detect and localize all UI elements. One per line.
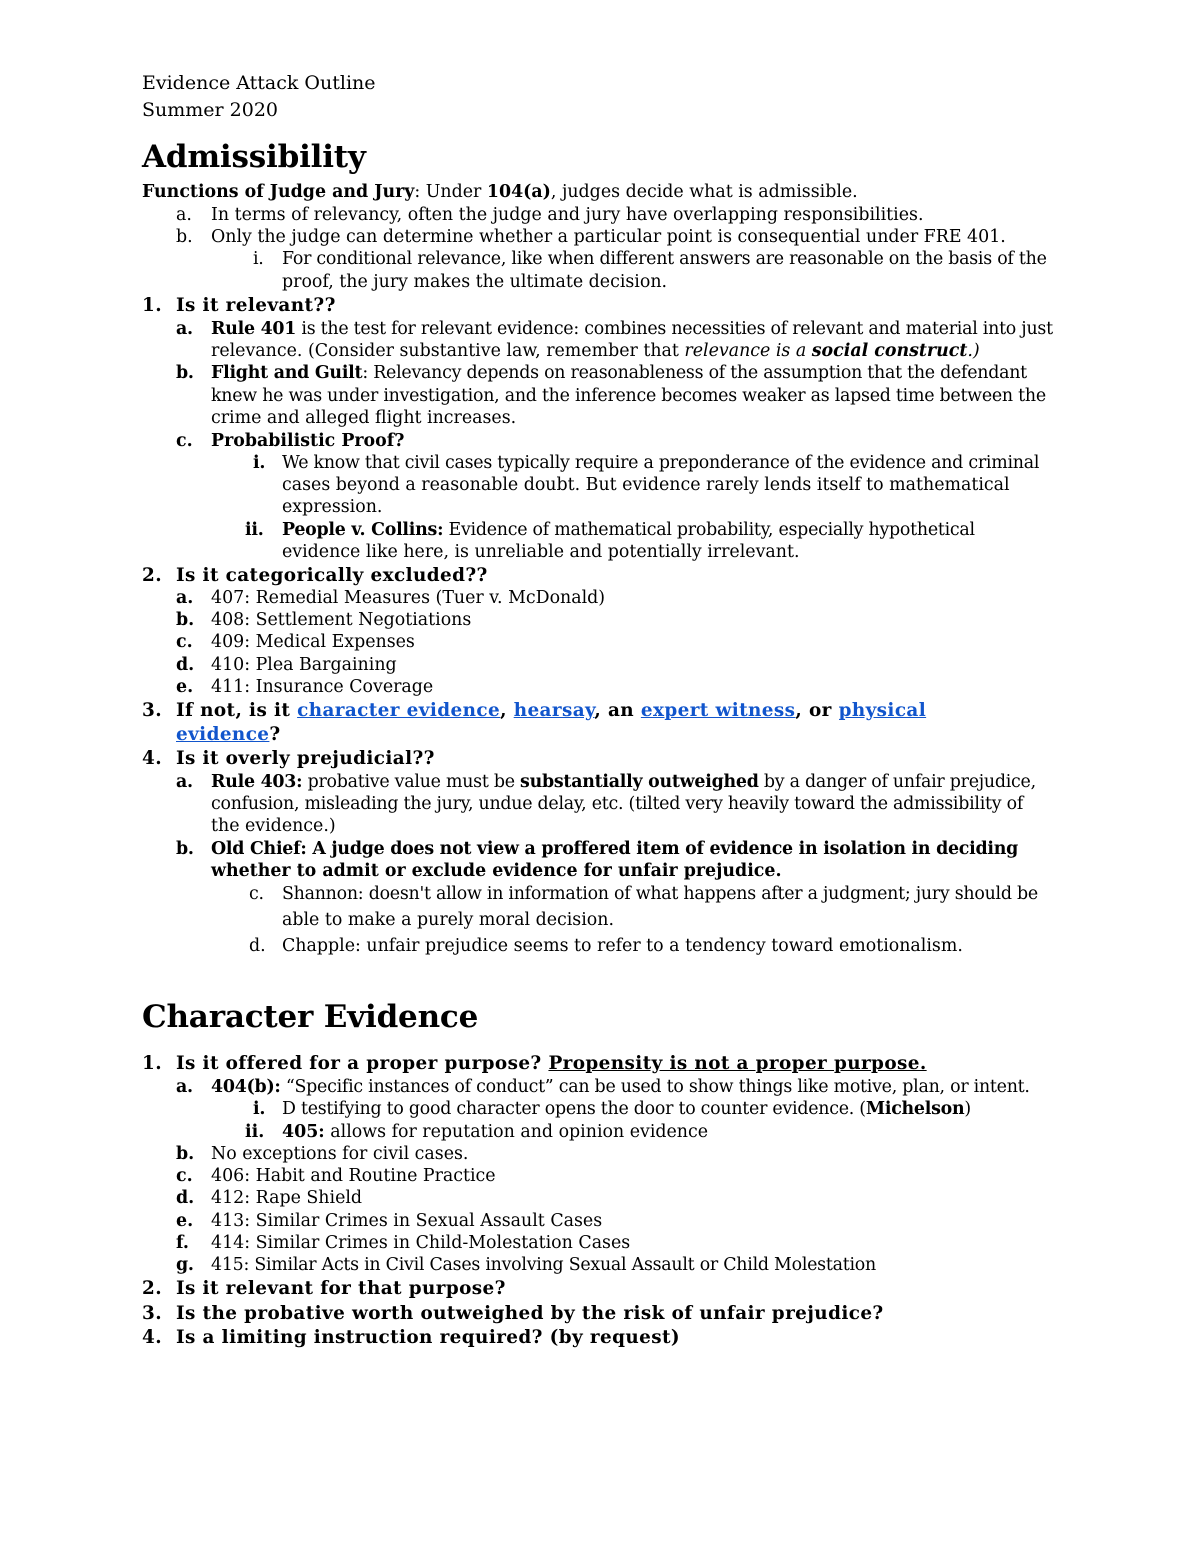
michelson-end: ) <box>964 1099 971 1119</box>
list-marker: f. <box>176 1233 189 1253</box>
rule-404b-label: 404(b): <box>211 1077 281 1097</box>
list-text: 411: Insurance Coverage <box>211 677 434 697</box>
separator: , or <box>795 700 839 721</box>
question-text: Is it categorically excluded?? <box>176 565 488 586</box>
list-marker: ii. <box>245 520 264 540</box>
list-marker: c. <box>176 1166 193 1186</box>
list-marker: 4. <box>142 1327 162 1348</box>
list-text: 412: Rape Shield <box>211 1188 363 1208</box>
functions-label: Functions of Judge and Jury <box>142 182 415 202</box>
list-text: 409: Medical Expenses <box>211 632 415 652</box>
list-text: In terms of relevancy, often the judge and jury have overlapping responsibilities. <box>211 205 924 225</box>
list-marker: b. <box>176 1144 195 1164</box>
list-text: the evidence.) <box>211 816 336 836</box>
list-text: For conditional relevance, like when different answers are reasonable on the basis of the <box>282 249 1047 269</box>
list-text: proof, the jury makes the ultimate decision. <box>282 272 668 292</box>
question-text: Is the probative worth outweighed by the risk of unfair prejudice? <box>176 1303 884 1324</box>
list-text: We know that civil cases typically require a preponderance of the evidence and criminal <box>282 453 1040 473</box>
list-text <box>211 1079 1030 1096</box>
list-marker: 4. <box>142 748 162 769</box>
list-text: 407: Remedial Measures (Tuer v. McDonald) <box>211 588 606 608</box>
flight-guilt-label: Flight and Guilt <box>211 363 363 383</box>
question-label: Is it offered for a proper purpose? <box>176 1053 542 1074</box>
flight-guilt-text: : Relevancy depends on reasonableness of the assumption that the defendant <box>362 363 1027 383</box>
list-text: Only the judge can determine whether a particular point is consequential under FRE 401. <box>211 227 1006 247</box>
list-text: No exceptions for civil cases. <box>211 1144 469 1164</box>
list-text: able to make a purely moral decision. <box>282 910 614 930</box>
list-marker: ii. <box>245 1122 265 1142</box>
social-construct-emphasis: social construct <box>811 341 968 361</box>
list-text <box>211 774 1036 791</box>
list-marker: 1. <box>142 295 162 316</box>
list-marker: a. <box>176 588 194 608</box>
list-marker: a. <box>176 772 193 792</box>
question-prefix: If not, is it <box>176 700 298 721</box>
functions-rule: 104(a) <box>486 182 551 202</box>
list-text: Old Chief: A judge does not view a proffered item of evidence in isolation in deciding <box>211 839 1019 859</box>
question-text: Is it relevant for that purpose? <box>176 1278 506 1299</box>
list-marker: i. <box>253 453 266 473</box>
list-text: knew he was under investigation, and the inference becomes weaker as lapsed time between the <box>211 386 1046 406</box>
list-marker: a. <box>176 205 192 225</box>
list-marker: 1. <box>142 1053 162 1074</box>
document-term: Summer 2020 <box>142 99 279 121</box>
list-text: 413: Similar Crimes in Sexual Assault Cases <box>211 1211 603 1231</box>
list-marker: i. <box>253 249 264 269</box>
document-title: Evidence Attack Outline <box>142 72 376 94</box>
michelson-text: D testifying to good character opens the door to counter evidence. ( <box>282 1099 866 1119</box>
list-text: 414: Similar Crimes in Child-Molestation Cases <box>211 1233 631 1253</box>
functions-text <box>142 184 858 201</box>
probabilistic-proof-label: Probabilistic Proof? <box>211 431 405 451</box>
question-text: Is it relevant?? <box>176 295 336 316</box>
rule-405-label: 405: <box>282 1122 325 1142</box>
physical-evidence-link[interactable]: physical <box>838 700 927 721</box>
list-marker: a. <box>176 1077 193 1097</box>
list-marker: 3. <box>142 700 162 721</box>
list-marker: d. <box>176 655 195 675</box>
separator: , <box>500 700 514 721</box>
propensity-note: Propensity is not a proper purpose. <box>548 1053 927 1074</box>
list-marker: c. <box>176 431 193 451</box>
rule-403-text-b: by a danger of unfair prejudice, <box>758 772 1036 792</box>
list-marker: b. <box>176 839 194 859</box>
list-text: 406: Habit and Routine Practice <box>211 1166 496 1186</box>
question-suffix: ? <box>269 724 281 745</box>
list-text <box>282 1124 708 1141</box>
list-text: Chapple: unfair prejudice seems to refer to a tendency toward emotionalism. <box>282 936 963 956</box>
list-text <box>282 522 975 539</box>
question-text: Is a limiting instruction required? (by request) <box>176 1327 680 1348</box>
list-text: crime and alleged flight increases. <box>211 408 517 428</box>
list-marker: d. <box>176 1188 195 1208</box>
list-marker: b. <box>176 363 194 383</box>
collins-label: People v. Collins: <box>282 520 444 540</box>
rule-401-text-2: relevance. (Consider substantive law, remember that <box>211 341 685 361</box>
physical-evidence-link-2[interactable]: evidence <box>176 724 270 745</box>
list-marker: a. <box>176 319 193 339</box>
list-marker: 3. <box>142 1303 162 1324</box>
rule-401-label: Rule 401 <box>211 319 297 339</box>
list-marker: 2. <box>142 1278 162 1299</box>
list-marker: i. <box>253 1099 266 1119</box>
list-marker: e. <box>176 1211 194 1231</box>
rule-403-label: Rule 403: <box>211 772 303 792</box>
list-text: confusion, misleading the jury, undue delay, etc. (tilted very heavily toward the admissibility of <box>211 794 1024 814</box>
list-text: whether to admit or exclude evidence for unfair prejudice. <box>211 861 782 881</box>
list-marker: b. <box>176 610 195 630</box>
heading-character-evidence: Character Evidence <box>142 999 479 1035</box>
heading-admissibility: Admissibility <box>142 139 366 175</box>
relevance-emphasis: relevance is a <box>684 341 812 361</box>
collins-text: Evidence of mathematical probability, especially hypothetical <box>443 520 975 540</box>
list-marker: c. <box>249 884 264 904</box>
list-text: Shannon: doesn't allow in information of what happens after a judgment; jury should be <box>282 884 1038 904</box>
list-marker: c. <box>176 632 193 652</box>
list-text <box>211 343 980 360</box>
question-text <box>176 1055 927 1073</box>
rule-405-text: allows for reputation and opinion evidence <box>324 1122 709 1142</box>
character-evidence-link[interactable]: character evidence <box>297 700 501 721</box>
list-text <box>211 321 1053 338</box>
hearsay-link[interactable]: hearsay <box>513 700 595 721</box>
list-text: 415: Similar Acts in Civil Cases involving Sexual Assault or Child Molestation <box>211 1255 876 1275</box>
functions-text-a: : Under <box>414 182 487 202</box>
list-marker: b. <box>176 227 193 247</box>
list-text: 408: Settlement Negotiations <box>211 610 472 630</box>
list-marker: d. <box>249 936 266 956</box>
list-text: 410: Plea Bargaining <box>211 655 397 675</box>
rule-401-end: .) <box>967 341 980 361</box>
separator: , an <box>594 700 641 721</box>
expert-witness-link[interactable]: expert witness <box>640 700 796 721</box>
list-text <box>282 1101 971 1118</box>
list-text: cases beyond a reasonable doubt. But evidence rarely lends itself to mathematical <box>282 475 1010 495</box>
list-marker: 2. <box>142 565 162 586</box>
question-text <box>176 726 281 744</box>
question-text <box>176 702 926 720</box>
list-text <box>211 365 1027 382</box>
question-text: Is it overly prejudicial?? <box>176 748 435 769</box>
substantially-outweighed: substantially outweighed <box>520 772 759 792</box>
rule-403-text: probative value must be <box>302 772 521 792</box>
michelson-label: Michelson <box>865 1099 965 1119</box>
rule-401-text: is the test for relevant evidence: combines necessities of relevant and material into just <box>296 319 1053 339</box>
rule-404b-text: “Specific instances of conduct” can be used to show things like motive, plan, or intent. <box>280 1077 1030 1097</box>
list-text: evidence like here, is unreliable and potentially irrelevant. <box>282 542 800 562</box>
functions-text-b: , judges decide what is admissible. <box>550 182 858 202</box>
list-text: expression. <box>282 497 383 517</box>
list-marker: g. <box>176 1255 194 1275</box>
list-marker: e. <box>176 677 194 697</box>
